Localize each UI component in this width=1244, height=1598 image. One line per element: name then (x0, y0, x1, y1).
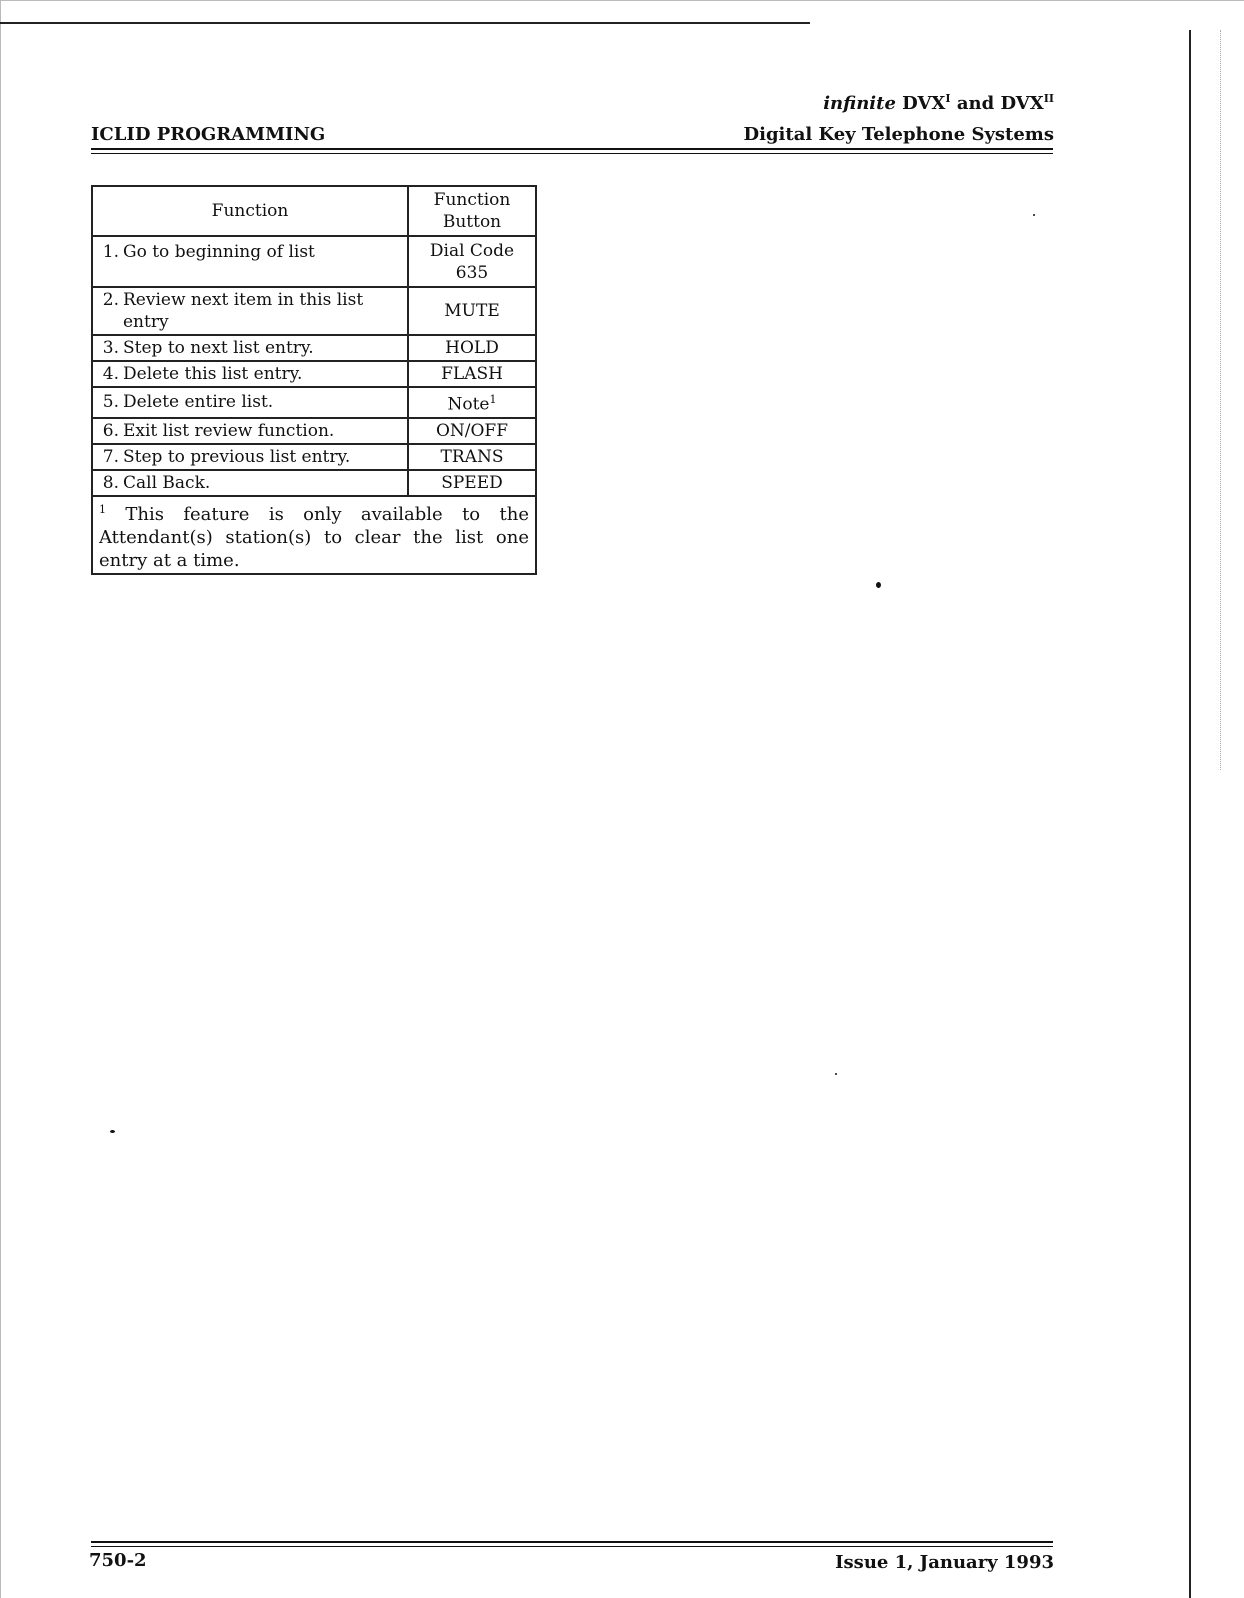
scan-speck (835, 1073, 837, 1075)
product-italic: infinite (823, 93, 896, 114)
table-row (92, 236, 536, 287)
row-function: 3. Step to next list entry. (92, 335, 408, 361)
table-row (92, 287, 536, 335)
table-row (92, 387, 536, 418)
note-superscript: 1 (489, 393, 497, 406)
binding-rule (1189, 30, 1191, 1598)
scan-speck (1033, 214, 1035, 216)
page-number: 750-2 (89, 1550, 147, 1571)
product-sup-1: I (945, 92, 951, 105)
footer-rule-thin (91, 1546, 1053, 1547)
row-function: 7. Step to previous list entry. (92, 444, 408, 470)
row-function: 6. Exit list review function. (92, 418, 408, 444)
table-row (92, 444, 536, 470)
top-rule (0, 22, 810, 24)
function-table (91, 185, 537, 575)
row-button: Dial Code 635 (408, 236, 536, 287)
footnote-text: This feature is only available to the Attendant(s) station(s) to clear the list one entry at a time. (99, 503, 529, 571)
issue-date: Issue 1, January 1993 (835, 1552, 1054, 1573)
table-row (92, 335, 536, 361)
product-sup-2: II (1043, 92, 1054, 105)
row-button: FLASH (408, 361, 536, 387)
table-footnote (92, 496, 536, 574)
footnote-mark: 1 (99, 502, 106, 516)
table-header-row (92, 186, 536, 236)
row-button: HOLD (408, 335, 536, 361)
row-button: ON/OFF (408, 418, 536, 444)
row-function: 8. Call Back. (92, 470, 408, 496)
scan-left-border (0, 0, 1, 1598)
table-row (92, 470, 536, 496)
row-function: 2. Review next item in this list entry (92, 287, 408, 335)
product-and: and (956, 93, 995, 114)
row-function: 5. Delete entire list. (92, 387, 408, 418)
scan-speck (110, 1130, 115, 1133)
row-button: SPEED (408, 470, 536, 496)
row-button: TRANS (408, 444, 536, 470)
row-button: Note$^1$ (408, 387, 536, 418)
product-subtitle: Digital Key Telephone Systems (743, 124, 1054, 145)
product-name (823, 92, 1054, 114)
table-row (92, 418, 536, 444)
product-model-2: DVX (1000, 93, 1044, 114)
scan-edge-artifact (1220, 30, 1221, 770)
table-row (92, 361, 536, 387)
section-title: ICLID PROGRAMMING (91, 124, 326, 145)
header-rule-thin (91, 153, 1053, 154)
table-footnote-row (92, 496, 536, 574)
scan-speck (876, 582, 881, 588)
header-rule (91, 148, 1053, 150)
col-header-function: Function (92, 186, 408, 236)
col-header-button: Function Button (408, 186, 536, 236)
row-function: 1. Go to beginning of list (92, 236, 408, 287)
product-model-1: DVX (902, 93, 946, 114)
row-button: MUTE (408, 287, 536, 335)
scan-top-border (0, 0, 1244, 1)
row-function: 4. Delete this list entry. (92, 361, 408, 387)
footer-rule (91, 1541, 1053, 1543)
